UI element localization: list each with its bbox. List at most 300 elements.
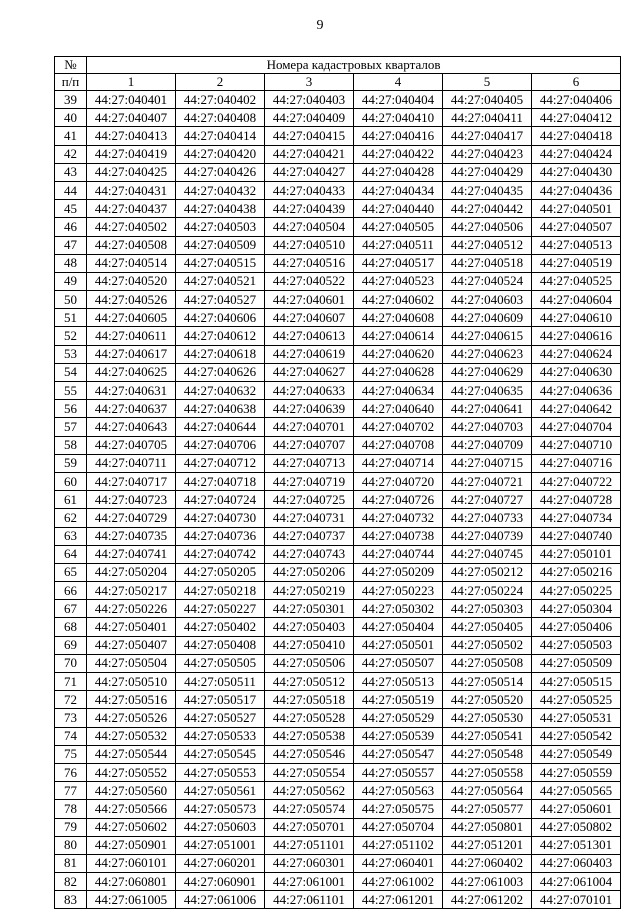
cadastral-number-cell: 44:27:050514 (443, 673, 532, 691)
cadastral-number-cell: 44:27:050520 (443, 691, 532, 709)
table-row (55, 818, 621, 836)
cadastral-number-cell: 44:27:050405 (443, 618, 532, 636)
cadastral-number-cell: 44:27:040726 (354, 491, 443, 509)
row-number-cell: 54 (55, 363, 87, 381)
cadastral-number-cell: 44:27:040727 (443, 491, 532, 509)
cadastral-number-cell: 44:27:040603 (443, 291, 532, 309)
cadastral-number-cell: 44:27:040602 (354, 291, 443, 309)
table-row (55, 800, 621, 818)
cadastral-number-cell: 44:27:040719 (265, 472, 354, 490)
row-number-cell: 62 (55, 509, 87, 527)
cadastral-number-cell: 44:27:040408 (176, 109, 265, 127)
cadastral-number-cell: 44:27:050225 (532, 582, 621, 600)
cadastral-number-cell: 44:27:040625 (87, 363, 176, 381)
cadastral-number-cell: 44:27:040729 (87, 509, 176, 527)
row-number-cell: 74 (55, 727, 87, 745)
cadastral-number-cell: 44:27:040512 (443, 236, 532, 254)
cadastral-number-cell: 44:27:050704 (354, 818, 443, 836)
cadastral-number-cell: 44:27:050223 (354, 582, 443, 600)
cadastral-number-cell: 44:27:050219 (265, 582, 354, 600)
cadastral-number-cell: 44:27:050542 (532, 727, 621, 745)
cadastral-number-cell: 44:27:050406 (532, 618, 621, 636)
cadastral-number-cell: 44:27:040436 (532, 181, 621, 199)
cadastral-number-cell: 44:27:040639 (265, 400, 354, 418)
row-number-cell: 49 (55, 272, 87, 290)
row-number-cell: 57 (55, 418, 87, 436)
cadastral-number-cell: 44:27:040642 (532, 400, 621, 418)
cadastral-number-cell: 44:27:040517 (354, 254, 443, 272)
row-number-cell: 82 (55, 873, 87, 891)
cadastral-number-cell: 44:27:060201 (176, 854, 265, 872)
cadastral-number-cell: 44:27:040429 (443, 163, 532, 181)
row-number-cell: 47 (55, 236, 87, 254)
cadastral-number-cell: 44:27:040632 (176, 382, 265, 400)
cadastral-number-cell: 44:27:060801 (87, 873, 176, 891)
cadastral-number-cell: 44:27:040519 (532, 254, 621, 272)
cadastral-number-cell: 44:27:050304 (532, 600, 621, 618)
header-row-columns (55, 74, 621, 91)
cadastral-number-cell: 44:27:040525 (532, 272, 621, 290)
cadastral-number-cell: 44:27:050206 (265, 563, 354, 581)
table-row (55, 181, 621, 199)
cadastral-number-cell: 44:27:040613 (265, 327, 354, 345)
cadastral-number-cell: 44:27:051102 (354, 836, 443, 854)
cadastral-number-cell: 44:27:040706 (176, 436, 265, 454)
cadastral-number-cell: 44:27:040413 (87, 127, 176, 145)
cadastral-number-cell: 44:27:040508 (87, 236, 176, 254)
cadastral-number-cell: 44:27:061004 (532, 873, 621, 891)
cadastral-number-cell: 44:27:050574 (265, 800, 354, 818)
cadastral-number-cell: 44:27:040730 (176, 509, 265, 527)
cadastral-number-cell: 44:27:040440 (354, 200, 443, 218)
table-row (55, 618, 621, 636)
cadastral-number-cell: 44:27:040524 (443, 272, 532, 290)
row-number-cell: 67 (55, 600, 87, 618)
row-number-cell: 39 (55, 91, 87, 109)
cadastral-number-cell: 44:27:040526 (87, 291, 176, 309)
cadastral-number-cell: 44:27:040709 (443, 436, 532, 454)
column-number-4: 4 (354, 74, 443, 91)
table-row (55, 400, 621, 418)
table-row (55, 363, 621, 381)
cadastral-number-cell: 44:27:050558 (443, 763, 532, 781)
cadastral-number-cell: 44:27:050575 (354, 800, 443, 818)
table-row (55, 836, 621, 854)
cadastral-number-cell: 44:27:050404 (354, 618, 443, 636)
cadastral-number-cell: 44:27:040442 (443, 200, 532, 218)
cadastral-number-cell: 44:27:040428 (354, 163, 443, 181)
cadastral-number-cell: 44:27:050801 (443, 818, 532, 836)
cadastral-number-cell: 44:27:040439 (265, 200, 354, 218)
row-number-cell: 71 (55, 673, 87, 691)
cadastral-number-cell: 44:27:050408 (176, 636, 265, 654)
cadastral-number-cell: 44:27:040643 (87, 418, 176, 436)
row-number-cell: 58 (55, 436, 87, 454)
cadastral-quarters-table (54, 56, 621, 909)
cadastral-number-cell: 44:27:040523 (354, 272, 443, 290)
cadastral-number-cell: 44:27:040417 (443, 127, 532, 145)
row-number-cell: 53 (55, 345, 87, 363)
cadastral-number-cell: 44:27:040604 (532, 291, 621, 309)
cadastral-number-cell: 44:27:050301 (265, 600, 354, 618)
cadastral-number-cell: 44:27:070101 (532, 891, 621, 909)
cadastral-number-cell: 44:27:040507 (532, 218, 621, 236)
cadastral-number-cell: 44:27:051001 (176, 836, 265, 854)
cadastral-number-cell: 44:27:040424 (532, 145, 621, 163)
cadastral-number-cell: 44:27:050218 (176, 582, 265, 600)
row-number-cell: 77 (55, 782, 87, 800)
cadastral-number-cell: 44:27:040721 (443, 472, 532, 490)
column-number-5: 5 (443, 74, 532, 91)
row-number-cell: 63 (55, 527, 87, 545)
cadastral-number-cell: 44:27:040416 (354, 127, 443, 145)
row-number-cell: 76 (55, 763, 87, 781)
cadastral-number-cell: 44:27:040407 (87, 109, 176, 127)
cadastral-number-cell: 44:27:051101 (265, 836, 354, 854)
cadastral-number-cell: 44:27:040745 (443, 545, 532, 563)
cadastral-number-cell: 44:27:040410 (354, 109, 443, 127)
table-row (55, 582, 621, 600)
cadastral-number-cell: 44:27:040628 (354, 363, 443, 381)
cadastral-number-cell: 44:27:050554 (265, 763, 354, 781)
cadastral-number-cell: 44:27:040435 (443, 181, 532, 199)
cadastral-number-cell: 44:27:050548 (443, 745, 532, 763)
cadastral-number-cell: 44:27:040415 (265, 127, 354, 145)
table-row (55, 127, 621, 145)
number-header: № (55, 57, 87, 74)
cadastral-number-cell: 44:27:040418 (532, 127, 621, 145)
cadastral-number-cell: 44:27:050701 (265, 818, 354, 836)
cadastral-number-cell: 44:27:040606 (176, 309, 265, 327)
cadastral-number-cell: 44:27:040708 (354, 436, 443, 454)
table-row (55, 745, 621, 763)
row-number-cell: 72 (55, 691, 87, 709)
cadastral-number-cell: 44:27:050508 (443, 654, 532, 672)
cadastral-number-cell: 44:27:040610 (532, 309, 621, 327)
cadastral-number-cell: 44:27:040502 (87, 218, 176, 236)
cadastral-number-cell: 44:27:050504 (87, 654, 176, 672)
row-number-cell: 48 (55, 254, 87, 272)
cadastral-number-cell: 44:27:040437 (87, 200, 176, 218)
table-row (55, 109, 621, 127)
cadastral-number-cell: 44:27:040522 (265, 272, 354, 290)
cadastral-number-cell: 44:27:040710 (532, 436, 621, 454)
cadastral-number-cell: 44:27:060101 (87, 854, 176, 872)
row-number-cell: 46 (55, 218, 87, 236)
cadastral-number-cell: 44:27:040430 (532, 163, 621, 181)
cadastral-number-cell: 44:27:050530 (443, 709, 532, 727)
cadastral-number-cell: 44:27:061001 (265, 873, 354, 891)
table-row (55, 254, 621, 272)
row-number-cell: 64 (55, 545, 87, 563)
cadastral-number-cell: 44:27:050503 (532, 636, 621, 654)
cadastral-number-cell: 44:27:050302 (354, 600, 443, 618)
cadastral-number-cell: 44:27:040521 (176, 272, 265, 290)
table-body (55, 91, 621, 909)
cadastral-number-cell: 44:27:040717 (87, 472, 176, 490)
cadastral-number-cell: 44:27:050802 (532, 818, 621, 836)
cadastral-number-cell: 44:27:050403 (265, 618, 354, 636)
cadastral-number-cell: 44:27:040737 (265, 527, 354, 545)
row-number-cell: 75 (55, 745, 87, 763)
cadastral-number-cell: 44:27:040739 (443, 527, 532, 545)
table-row (55, 545, 621, 563)
cadastral-number-cell: 44:27:050564 (443, 782, 532, 800)
cadastral-number-cell: 44:27:050512 (265, 673, 354, 691)
row-number-cell: 73 (55, 709, 87, 727)
cadastral-number-cell: 44:27:050204 (87, 563, 176, 581)
cadastral-number-cell: 44:27:040701 (265, 418, 354, 436)
cadastral-number-cell: 44:27:040735 (87, 527, 176, 545)
cadastral-number-cell: 44:27:040711 (87, 454, 176, 472)
cadastral-number-cell: 44:27:040619 (265, 345, 354, 363)
table-row (55, 382, 621, 400)
row-number-cell: 81 (55, 854, 87, 872)
table-title: Номера кадастровых кварталов (87, 57, 621, 74)
table-row (55, 673, 621, 691)
table-row (55, 163, 621, 181)
cadastral-number-cell: 44:27:050528 (265, 709, 354, 727)
row-number-cell: 50 (55, 291, 87, 309)
table-row (55, 200, 621, 218)
cadastral-number-cell: 44:27:040704 (532, 418, 621, 436)
cadastral-number-cell: 44:27:040510 (265, 236, 354, 254)
cadastral-number-cell: 44:27:040503 (176, 218, 265, 236)
table-row (55, 345, 621, 363)
table-row (55, 600, 621, 618)
cadastral-number-cell: 44:27:040520 (87, 272, 176, 290)
row-number-cell: 83 (55, 891, 87, 909)
column-number-3: 3 (265, 74, 354, 91)
table-row (55, 873, 621, 891)
cadastral-number-cell: 44:27:060402 (443, 854, 532, 872)
cadastral-number-cell: 44:27:040636 (532, 382, 621, 400)
row-number-cell: 44 (55, 181, 87, 199)
table-row (55, 291, 621, 309)
cadastral-number-cell: 44:27:040501 (532, 200, 621, 218)
cadastral-number-cell: 44:27:040734 (532, 509, 621, 527)
cadastral-number-cell: 44:27:040630 (532, 363, 621, 381)
row-number-cell: 43 (55, 163, 87, 181)
cadastral-number-cell: 44:27:050511 (176, 673, 265, 691)
cadastral-number-cell: 44:27:040733 (443, 509, 532, 527)
cadastral-number-cell: 44:27:040504 (265, 218, 354, 236)
table-row (55, 218, 621, 236)
cadastral-number-cell: 44:27:040716 (532, 454, 621, 472)
cadastral-number-cell: 44:27:040634 (354, 382, 443, 400)
cadastral-number-cell: 44:27:050227 (176, 600, 265, 618)
cadastral-number-cell: 44:27:050533 (176, 727, 265, 745)
table-row (55, 563, 621, 581)
cadastral-number-cell: 44:27:040518 (443, 254, 532, 272)
table-row (55, 782, 621, 800)
cadastral-number-cell: 44:27:050553 (176, 763, 265, 781)
cadastral-number-cell: 44:27:050538 (265, 727, 354, 745)
cadastral-number-cell: 44:27:040513 (532, 236, 621, 254)
cadastral-number-cell: 44:27:040432 (176, 181, 265, 199)
cadastral-number-cell: 44:27:050557 (354, 763, 443, 781)
cadastral-number-cell: 44:27:040612 (176, 327, 265, 345)
cadastral-number-cell: 44:27:050561 (176, 782, 265, 800)
cadastral-number-cell: 44:27:040723 (87, 491, 176, 509)
cadastral-number-cell: 44:27:050217 (87, 582, 176, 600)
table-row (55, 309, 621, 327)
cadastral-number-cell: 44:27:061201 (354, 891, 443, 909)
cadastral-number-cell: 44:27:040409 (265, 109, 354, 127)
table-row (55, 327, 621, 345)
cadastral-number-cell: 44:27:040607 (265, 309, 354, 327)
cadastral-number-cell: 44:27:040720 (354, 472, 443, 490)
cadastral-number-cell: 44:27:050513 (354, 673, 443, 691)
cadastral-number-cell: 44:27:040404 (354, 91, 443, 109)
cadastral-number-cell: 44:27:061006 (176, 891, 265, 909)
cadastral-number-cell: 44:27:050515 (532, 673, 621, 691)
cadastral-number-cell: 44:27:050526 (87, 709, 176, 727)
cadastral-number-cell: 44:27:040631 (87, 382, 176, 400)
cadastral-number-cell: 44:27:061002 (354, 873, 443, 891)
cadastral-number-cell: 44:27:050602 (87, 818, 176, 836)
cadastral-number-cell: 44:27:050216 (532, 563, 621, 581)
cadastral-number-cell: 44:27:040640 (354, 400, 443, 418)
cadastral-number-cell: 44:27:040608 (354, 309, 443, 327)
table-row (55, 854, 621, 872)
cadastral-number-cell: 44:27:040423 (443, 145, 532, 163)
cadastral-number-cell: 44:27:050545 (176, 745, 265, 763)
cadastral-number-cell: 44:27:050559 (532, 763, 621, 781)
cadastral-number-cell: 44:27:040515 (176, 254, 265, 272)
cadastral-number-cell: 44:27:040514 (87, 254, 176, 272)
cadastral-number-cell: 44:27:050541 (443, 727, 532, 745)
cadastral-number-cell: 44:27:040605 (87, 309, 176, 327)
column-number-1: 1 (87, 74, 176, 91)
cadastral-number-cell: 44:27:040614 (354, 327, 443, 345)
cadastral-number-cell: 44:27:050603 (176, 818, 265, 836)
cadastral-number-cell: 44:27:050517 (176, 691, 265, 709)
row-number-cell: 68 (55, 618, 87, 636)
row-number-cell: 42 (55, 145, 87, 163)
row-number-cell: 51 (55, 309, 87, 327)
table-row (55, 709, 621, 727)
cadastral-number-cell: 44:27:050547 (354, 745, 443, 763)
cadastral-number-cell: 44:27:040714 (354, 454, 443, 472)
cadastral-number-cell: 44:27:040707 (265, 436, 354, 454)
cadastral-number-cell: 44:27:040611 (87, 327, 176, 345)
cadastral-number-cell: 44:27:040633 (265, 382, 354, 400)
cadastral-number-cell: 44:27:040420 (176, 145, 265, 163)
cadastral-number-cell: 44:27:040615 (443, 327, 532, 345)
cadastral-number-cell: 44:27:050560 (87, 782, 176, 800)
cadastral-number-cell: 44:27:060901 (176, 873, 265, 891)
cadastral-number-cell: 44:27:060301 (265, 854, 354, 872)
row-number-cell: 56 (55, 400, 87, 418)
cadastral-number-cell: 44:27:040736 (176, 527, 265, 545)
cadastral-number-cell: 44:27:040641 (443, 400, 532, 418)
cadastral-number-cell: 44:27:060401 (354, 854, 443, 872)
cadastral-number-cell: 44:27:050544 (87, 745, 176, 763)
row-number-cell: 59 (55, 454, 87, 472)
cadastral-number-cell: 44:27:040414 (176, 127, 265, 145)
cadastral-number-cell: 44:27:050519 (354, 691, 443, 709)
table-row (55, 436, 621, 454)
cadastral-number-cell: 44:27:040403 (265, 91, 354, 109)
cadastral-number-cell: 44:27:040506 (443, 218, 532, 236)
cadastral-number-cell: 44:27:050510 (87, 673, 176, 691)
column-number-2: 2 (176, 74, 265, 91)
cadastral-number-cell: 44:27:040511 (354, 236, 443, 254)
row-number-cell: 70 (55, 654, 87, 672)
cadastral-number-cell: 44:27:050573 (176, 800, 265, 818)
cadastral-number-cell: 44:27:040623 (443, 345, 532, 363)
cadastral-number-cell: 44:27:050518 (265, 691, 354, 709)
cadastral-number-cell: 44:27:051201 (443, 836, 532, 854)
cadastral-number-cell: 44:27:040618 (176, 345, 265, 363)
cadastral-number-cell: 44:27:040406 (532, 91, 621, 109)
cadastral-number-cell: 44:27:040412 (532, 109, 621, 127)
table-row (55, 145, 621, 163)
cadastral-number-cell: 44:27:040722 (532, 472, 621, 490)
cadastral-number-cell: 44:27:040715 (443, 454, 532, 472)
table-row (55, 727, 621, 745)
table-row (55, 491, 621, 509)
cadastral-number-cell: 44:27:040718 (176, 472, 265, 490)
table-header (55, 57, 621, 91)
cadastral-number-cell: 44:27:040638 (176, 400, 265, 418)
cadastral-number-cell: 44:27:040438 (176, 200, 265, 218)
row-number-cell: 40 (55, 109, 87, 127)
cadastral-number-cell: 44:27:040702 (354, 418, 443, 436)
cadastral-number-cell: 44:27:040703 (443, 418, 532, 436)
cadastral-number-cell: 44:27:040731 (265, 509, 354, 527)
cadastral-number-cell: 44:27:040405 (443, 91, 532, 109)
cadastral-number-cell: 44:27:040742 (176, 545, 265, 563)
cadastral-number-cell: 44:27:040713 (265, 454, 354, 472)
cadastral-number-cell: 44:27:040601 (265, 291, 354, 309)
cadastral-number-cell: 44:27:050209 (354, 563, 443, 581)
cadastral-number-cell: 44:27:050529 (354, 709, 443, 727)
cadastral-number-cell: 44:27:050531 (532, 709, 621, 727)
cadastral-number-cell: 44:27:040401 (87, 91, 176, 109)
cadastral-number-cell: 44:27:050505 (176, 654, 265, 672)
cadastral-number-cell: 44:27:040427 (265, 163, 354, 181)
row-number-cell: 41 (55, 127, 87, 145)
table-row (55, 272, 621, 290)
cadastral-number-cell: 44:27:040411 (443, 109, 532, 127)
cadastral-number-cell: 44:27:040431 (87, 181, 176, 199)
cadastral-number-cell: 44:27:040637 (87, 400, 176, 418)
row-number-cell: 66 (55, 582, 87, 600)
row-number-cell: 65 (55, 563, 87, 581)
row-number-cell: 61 (55, 491, 87, 509)
cadastral-number-cell: 44:27:050303 (443, 600, 532, 618)
cadastral-number-cell: 44:27:061202 (443, 891, 532, 909)
table-row (55, 527, 621, 545)
cadastral-number-cell: 44:27:061003 (443, 873, 532, 891)
cadastral-number-cell: 44:27:040419 (87, 145, 176, 163)
cadastral-number-cell: 44:27:040635 (443, 382, 532, 400)
cadastral-number-cell: 44:27:050226 (87, 600, 176, 618)
cadastral-number-cell: 44:27:040516 (265, 254, 354, 272)
cadastral-number-cell: 44:27:040712 (176, 454, 265, 472)
cadastral-number-cell: 44:27:040740 (532, 527, 621, 545)
cadastral-number-cell: 44:27:040617 (87, 345, 176, 363)
cadastral-number-cell: 44:27:040629 (443, 363, 532, 381)
row-number-cell: 69 (55, 636, 87, 654)
cadastral-number-cell: 44:27:050539 (354, 727, 443, 745)
cadastral-number-cell: 44:27:040425 (87, 163, 176, 181)
table-row (55, 454, 621, 472)
cadastral-number-cell: 44:27:050509 (532, 654, 621, 672)
cadastral-number-cell: 44:27:050549 (532, 745, 621, 763)
